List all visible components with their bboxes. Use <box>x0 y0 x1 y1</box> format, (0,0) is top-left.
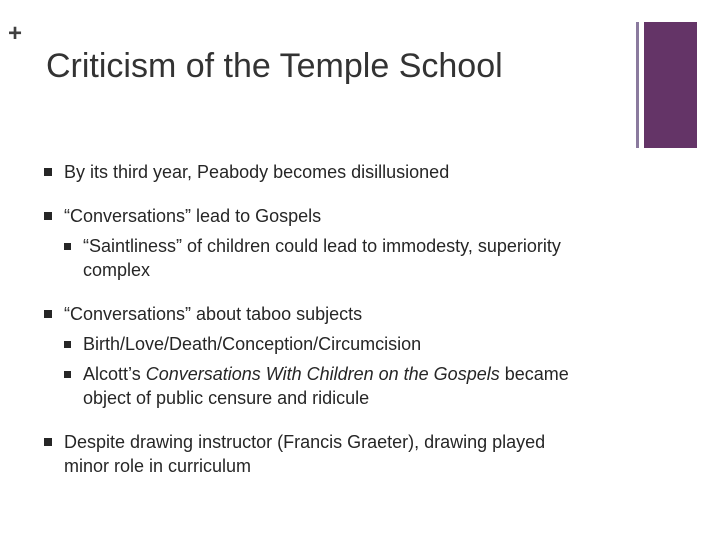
sub-bullet-marker <box>64 243 71 250</box>
bullet-text-cont: minor role in curriculum <box>64 456 252 476</box>
bullet-text: “Conversations” about taboo subjects <box>64 304 363 324</box>
sub-bullet-text-cont: object of public censure and ridicule <box>83 388 370 408</box>
sub-bullet-text-cont: complex <box>83 260 151 280</box>
accent-line <box>636 22 639 148</box>
bullet-text: “Conversations” lead to Gospels <box>64 206 322 226</box>
book-title: Conversations With Children on the Gospels <box>145 364 500 384</box>
sub-bullet-marker <box>64 341 71 348</box>
sub-bullet-text: Birth/Love/Death/Conception/Circumcision <box>83 334 422 354</box>
sub-bullet-text <box>83 362 569 386</box>
bullet-marker <box>44 212 52 220</box>
sub-bullet-text-pre: Alcott’s <box>83 364 146 384</box>
bullet-marker <box>44 310 52 318</box>
accent-bar <box>644 22 697 148</box>
bullet-text: Despite drawing instructor (Francis Graeter), drawing played <box>64 432 546 452</box>
sub-bullet-marker <box>64 371 71 378</box>
slide-title: Criticism of the Temple School <box>46 47 503 85</box>
sub-bullet-text-post: became <box>499 364 569 384</box>
bullet-text: By its third year, Peabody becomes disillusioned <box>64 162 450 182</box>
plus-icon: + <box>8 20 23 47</box>
bullet-marker <box>44 168 52 176</box>
sub-bullet-text: “Saintliness” of children could lead to immodesty, superiority <box>83 236 561 256</box>
bullet-marker <box>44 438 52 446</box>
